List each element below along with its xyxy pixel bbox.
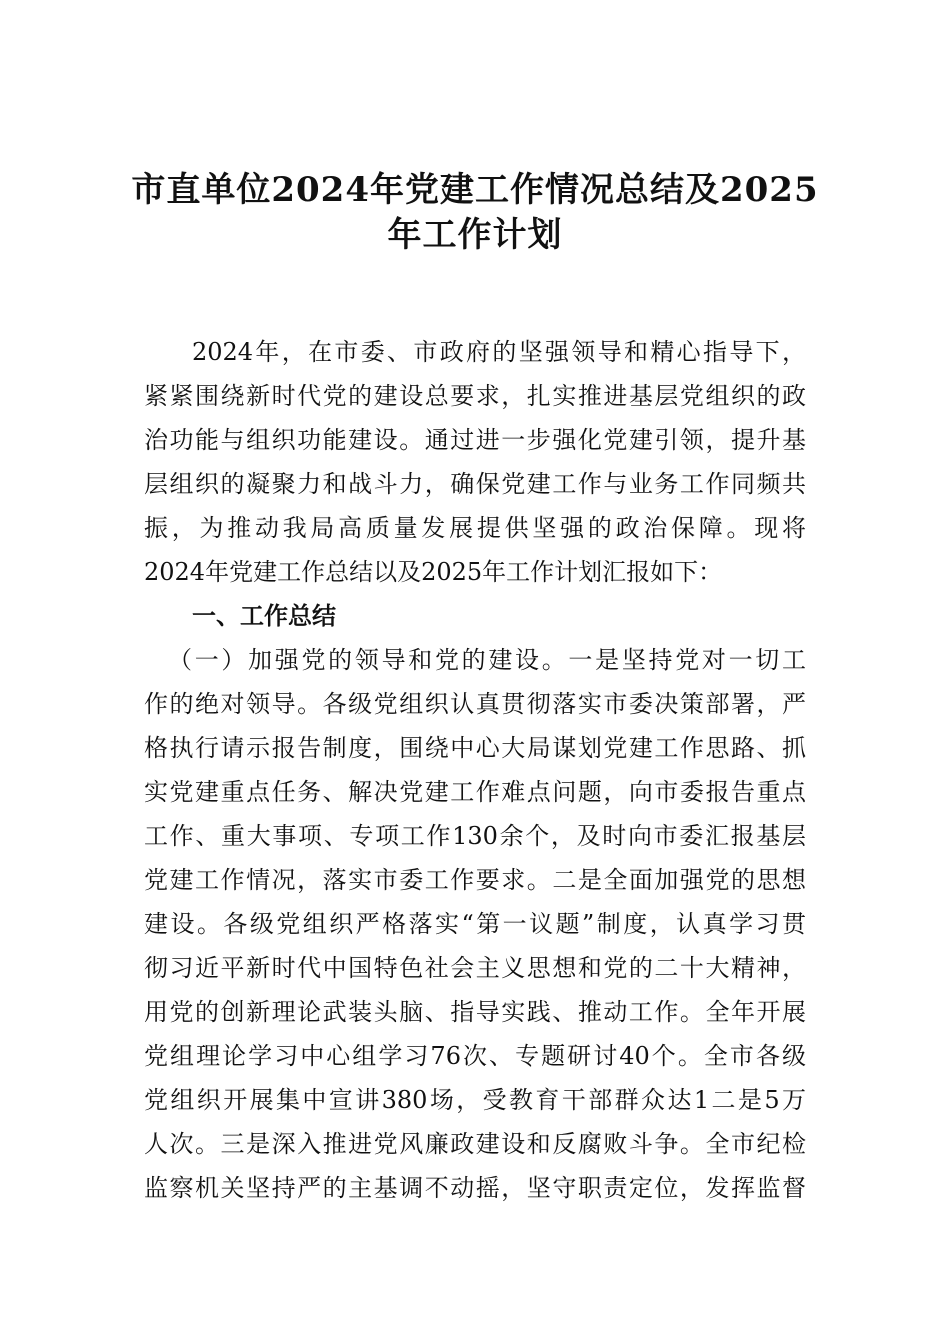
paragraph-line: 紧紧围绕新时代党的建设总要求，扎实推进基层党组织的政 [144, 382, 806, 410]
paragraph-line: （一）加强党的领导和党的建设。一是坚持党对一切工 [168, 646, 806, 674]
paragraph-line: 工作、重大事项、专项工作130余个，及时向市委汇报基层 [144, 822, 806, 850]
paragraph-line: 作的绝对领导。各级党组织认真贯彻落实市委决策部署，严 [144, 690, 806, 718]
document-title-line-1: 市直单位2024年党建工作情况总结及2025 [131, 170, 819, 210]
paragraph-line: 党组理论学习中心组学习76次、专题研讨40个。全市各级 [144, 1042, 806, 1070]
paragraph-line: 用党的创新理论武装头脑、指导实践、推动工作。全年开展 [144, 998, 806, 1026]
paragraph-line: 党组织开展集中宣讲380场，受教育干部群众达1二是5万 [144, 1086, 806, 1114]
paragraph-line: 格执行请示报告制度，围绕中心大局谋划党建工作思路、抓 [144, 734, 806, 762]
paragraph-line: 2024年，在市委、市政府的坚强领导和精心指导下， [192, 338, 806, 366]
paragraph-line: 党建工作情况，落实市委工作要求。二是全面加强党的思想 [144, 866, 806, 894]
paragraph-line: 建设。各级党组织严格落实“第一议题”制度，认真学习贯 [144, 910, 806, 938]
paragraph-line: 2024年党建工作总结以及2025年工作计划汇报如下： [144, 558, 723, 586]
paragraph-line: 振，为推动我局高质量发展提供坚强的政治保障。现将 [144, 514, 806, 542]
paragraph-line: 层组织的凝聚力和战斗力，确保党建工作与业务工作同频共 [144, 470, 806, 498]
paragraph-line: 治功能与组织功能建设。通过进一步强化党建引领，提升基 [144, 426, 806, 454]
paragraph-line: 人次。三是深入推进党风廉政建设和反腐败斗争。全市纪检 [144, 1130, 806, 1158]
section-heading: 一、工作总结 [192, 602, 336, 630]
document-title-line-2: 年工作计划 [387, 215, 563, 255]
paragraph-line: 实党建重点任务、解决党建工作难点问题，向市委报告重点 [144, 778, 806, 806]
paragraph-line: 彻习近平新时代中国特色社会主义思想和党的二十大精神， [144, 954, 806, 982]
paragraph-line: 监察机关坚持严的主基调不动摇，坚守职责定位，发挥监督 [144, 1174, 806, 1202]
